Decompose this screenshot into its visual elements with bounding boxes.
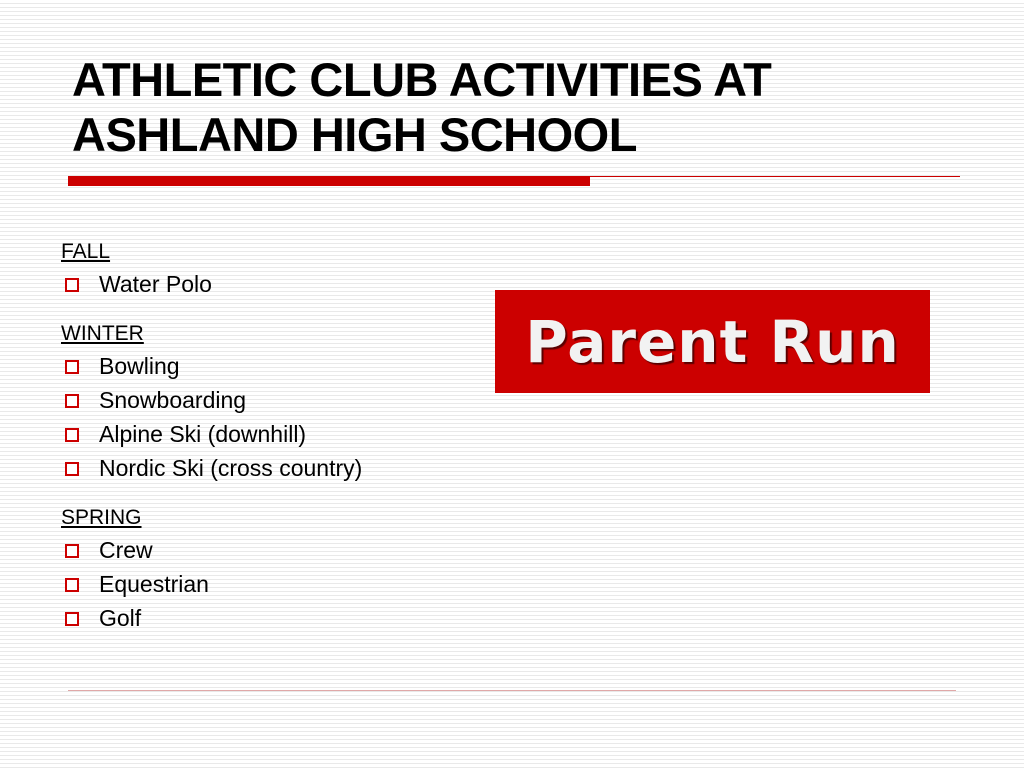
square-bullet-icon bbox=[65, 462, 79, 476]
slide-title bbox=[72, 52, 952, 162]
list-item bbox=[61, 601, 481, 635]
square-bullet-icon bbox=[65, 360, 79, 374]
list-item bbox=[61, 383, 481, 417]
season-items-fall bbox=[61, 267, 481, 301]
list-item bbox=[61, 451, 481, 485]
item-label: Nordic Ski (cross country) bbox=[99, 455, 363, 481]
title-underline-thick bbox=[68, 176, 590, 186]
parent-run-badge bbox=[495, 290, 930, 393]
list-item bbox=[61, 567, 481, 601]
list-item bbox=[61, 267, 481, 301]
item-label: Equestrian bbox=[99, 571, 209, 597]
season-items-spring bbox=[61, 533, 481, 635]
list-item bbox=[61, 533, 481, 567]
list-item bbox=[61, 349, 481, 383]
list-item bbox=[61, 417, 481, 451]
item-label: Water Polo bbox=[99, 271, 212, 297]
square-bullet-icon bbox=[65, 394, 79, 408]
season-fall bbox=[61, 236, 481, 301]
item-label: Golf bbox=[99, 605, 142, 631]
footer-divider bbox=[68, 690, 956, 691]
title-underline-thin bbox=[590, 176, 960, 177]
square-bullet-icon bbox=[65, 578, 79, 592]
item-label: Bowling bbox=[99, 353, 180, 379]
season-heading-spring: SPRING bbox=[61, 506, 142, 529]
item-label: Crew bbox=[99, 537, 153, 563]
parent-run-label: Parent Run bbox=[525, 307, 900, 376]
season-items-winter bbox=[61, 349, 481, 485]
item-label: Snowboarding bbox=[99, 387, 247, 413]
square-bullet-icon bbox=[65, 428, 79, 442]
season-heading-winter: WINTER bbox=[61, 322, 144, 345]
square-bullet-icon bbox=[65, 544, 79, 558]
item-label: Alpine Ski (downhill) bbox=[99, 421, 307, 447]
title-line-2: ASHLAND HIGH SCHOOL bbox=[72, 108, 637, 161]
season-heading-fall: FALL bbox=[61, 240, 111, 263]
activity-list bbox=[61, 236, 481, 652]
season-spring bbox=[61, 502, 481, 635]
square-bullet-icon bbox=[65, 278, 79, 292]
title-line-1: ATHLETIC CLUB ACTIVITIES AT bbox=[72, 53, 772, 106]
season-winter bbox=[61, 318, 481, 485]
square-bullet-icon bbox=[65, 612, 79, 626]
